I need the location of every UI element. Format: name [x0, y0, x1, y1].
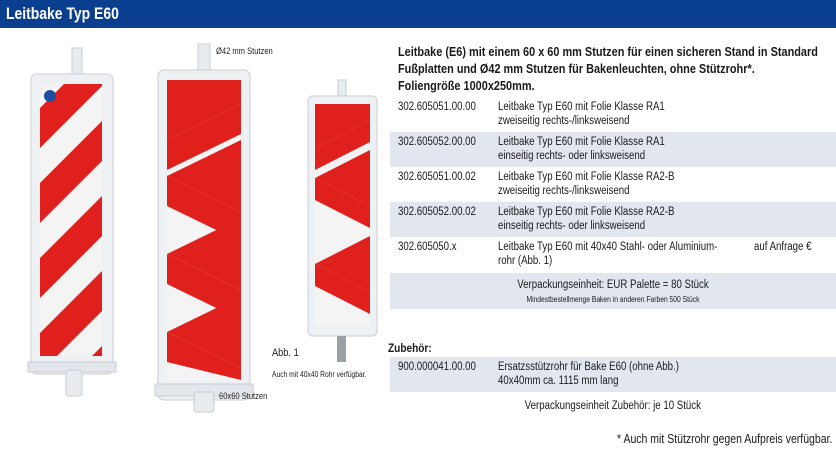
page-title-bar [0, 0, 836, 28]
price-on-request: auf Anfrage € [754, 241, 812, 253]
table-row [390, 357, 836, 392]
label-60x60: 60x60 Stutzen [219, 391, 268, 401]
packaging-main: Verpackungseinheit: EUR Palette = 80 Stück [517, 279, 709, 291]
article-number: 302.605052.00.02 [398, 206, 476, 218]
accessories-packaging: Verpackungseinheit Zubehör: je 10 Stück [524, 400, 702, 412]
packaging-sub: Mindestbestellmenge Baken in anderen Farben 500 Stück [526, 295, 700, 304]
product-description: Ersatzsstützrohr für Bake E60 (ohne Abb.) 40x40mm ca. 1115 mm lang [498, 361, 679, 387]
table-row [390, 97, 836, 132]
bake-left [28, 46, 116, 418]
heading-line-3: Foliengröße 1000x250mm. [398, 78, 535, 93]
accessories-packaging-row [390, 397, 836, 415]
product-description: Leitbake Typ E60 mit Folie Klasse RA1 einseitig rechts- oder linksweisend [498, 136, 665, 162]
label-abb: Abb. 1 [272, 347, 299, 359]
packaging-row [390, 273, 836, 309]
bake-center [155, 44, 253, 412]
product-table [390, 97, 836, 309]
article-number: 302.605052.00.00 [398, 136, 476, 148]
leitbake-illustration [0, 28, 390, 418]
product-images [0, 28, 390, 418]
product-description: Leitbake Typ E60 mit 40x40 Stahl- oder Aluminium- rohr (Abb. 1) [498, 241, 718, 267]
heading-line-2: Fußplatten und Ø42 mm Stutzen für Bakenleuchten, ohne Stützrohr*. [398, 61, 755, 76]
article-number: 302.605051.00.00 [398, 101, 476, 113]
article-number: 302.605051.00.02 [398, 171, 476, 183]
table-row [390, 167, 836, 202]
table-row [390, 237, 836, 273]
bake-right [308, 80, 377, 362]
page-title: Leitbake Typ E60 [6, 4, 119, 23]
product-heading [398, 43, 834, 94]
product-description: Leitbake Typ E60 mit Folie Klasse RA1 zweiseitig rechts-/linksweisend [498, 101, 665, 127]
footnote: * Auch mit Stützrohr gegen Aufpreis verfügbar. [616, 432, 832, 446]
accessories-table [390, 357, 836, 419]
article-number: 302.605050.x [398, 241, 457, 253]
table-row [390, 132, 836, 167]
label-rohr: Auch mit 40x40 Rohr verfügbar. [272, 370, 367, 379]
table-row [390, 202, 836, 237]
product-description: Leitbake Typ E60 mit Folie Klasse RA2-B zweiseitig rechts-/linksweisend [498, 171, 675, 197]
label-stutzen: Ø42 mm Stutzen [216, 46, 273, 56]
product-description: Leitbake Typ E60 mit Folie Klasse RA2-B einseitig rechts- oder linksweisend [498, 206, 675, 232]
article-number: 900.000041.00.00 [398, 361, 476, 373]
heading-line-1: Leitbake (E6) mit einem 60 x 60 mm Stutzen für einen sicheren Stand in Standard [398, 44, 818, 59]
accessories-heading: Zubehör: [388, 341, 432, 355]
